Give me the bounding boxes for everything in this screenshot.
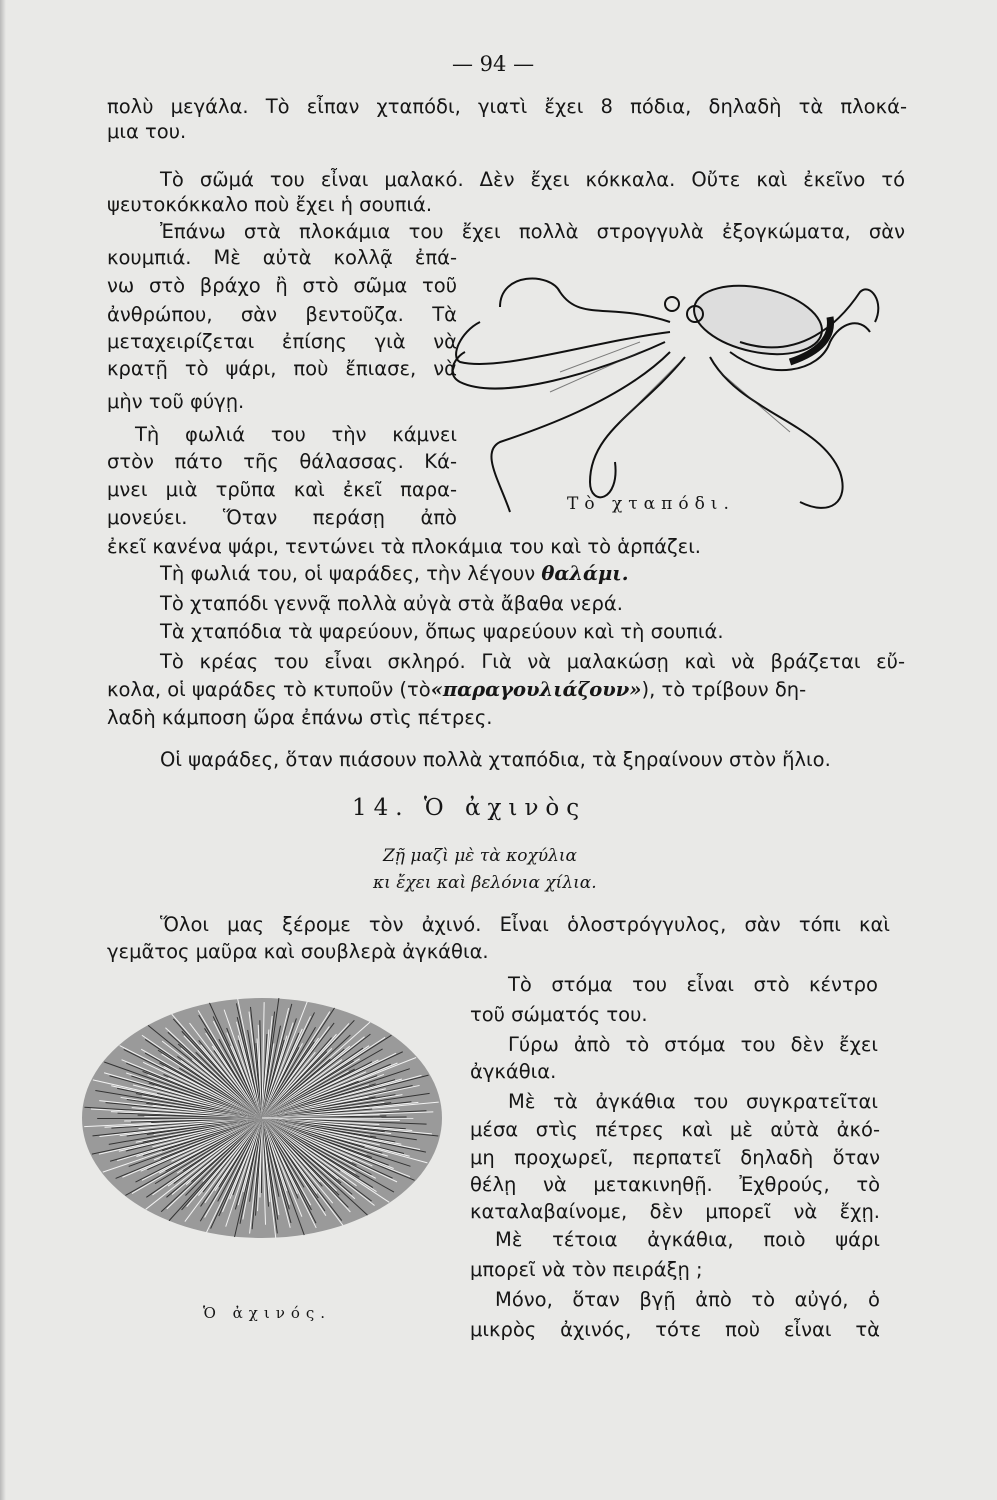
text-line — [160, 168, 905, 192]
text-line — [107, 940, 489, 964]
text-line-content: Ὅλοι μας ξέρομε τὸν ἀχινό. Εἶναι ὁλοστρόγγυλος, σὰν τόπι καὶ — [160, 913, 890, 936]
text-line-content: μονεύει. Ὅταν περάσῃ ἀπὸ — [107, 506, 457, 529]
text-line — [107, 390, 244, 414]
text-line — [495, 1288, 880, 1312]
text-line-content: Μὲ τέτοια ἀγκάθια, ποιὸ ψάρι — [495, 1228, 880, 1251]
text-line — [107, 274, 457, 298]
text-line-content: ἀνθρώπου, σὰν βεντοῦζα. Τὰ — [107, 303, 457, 326]
text-line-content: μια του. — [107, 120, 187, 143]
octopus-caption: Τὸ χταπόδι. — [567, 494, 735, 514]
text-line-content: κουμπιά. Μὲ αὐτὰ κολλᾷ ἐπά- — [107, 246, 457, 269]
sea-urchin-illustration — [70, 990, 460, 1260]
text-line — [160, 913, 890, 937]
text-line — [508, 1090, 878, 1114]
text-line-content: Μόνο, ὅταν βγῇ ἀπὸ τὸ αὐγό, ὁ — [495, 1288, 880, 1311]
text-line — [470, 1118, 880, 1142]
text-line-content: ἐκεῖ κανένα ψάρι, τεντώνει τὰ πλοκάμια του καὶ τὸ ἁρπάζει. — [107, 535, 701, 558]
scan-edge — [0, 0, 6, 1500]
text-line-content: νω στὸ βράχο ἢ στὸ σῶμα τοῦ — [107, 274, 457, 297]
text-line-content: μη προχωρεῖ, περπατεῖ δηλαδὴ ὅταν — [470, 1146, 880, 1169]
text-line — [160, 592, 623, 616]
section-heading: 14. Ὁ ἀχινὸς — [352, 795, 587, 821]
octopus-illustration — [440, 262, 900, 532]
text-line-content: κρατῇ τὸ ψάρι, ποὺ ἔπιασε, νὰ — [107, 357, 457, 380]
text-line-content: ἀγκάθια. — [470, 1060, 557, 1083]
text-line — [135, 423, 457, 447]
text-line — [508, 1033, 878, 1057]
text-line — [160, 562, 629, 586]
text-line — [107, 95, 907, 119]
emphasis-term: «παραγουλιάζουν» — [430, 678, 642, 701]
text-line — [470, 1258, 703, 1282]
text-line — [508, 973, 878, 997]
text-line-content: μικρὸς ἀχινός, τότε ποὺ εἶναι τὰ — [470, 1318, 880, 1341]
text-line-content: Τὰ χταπόδια τὰ ψαρεύουν, ὅπως ψαρεύουν καὶ τὴ σουπιά. — [160, 620, 724, 643]
text-line — [107, 120, 186, 144]
text-line-content: τοῦ σώματός του. — [470, 1003, 648, 1026]
text-line — [470, 1146, 880, 1170]
text-line-content: Τὸ σῶμά του εἶναι μαλακό. Δὲν ἔχει κόκκαλα. Οὔτε καὶ ἐκεῖνο τό — [160, 168, 905, 191]
verse-line: κι ἔχει καὶ βελόνια χίλια. — [373, 873, 597, 893]
emphasis-term: θαλάμι. — [541, 562, 629, 585]
text-line — [160, 620, 724, 644]
text-line-content: μέσα στὶς πέτρες καὶ μὲ αὐτὰ ἀκό- — [470, 1118, 880, 1141]
text-line — [160, 650, 905, 674]
text-line-content: λαδὴ κάμποση ὥρα ἐπάνω στὶς πέτρες. — [107, 706, 493, 729]
text-line — [107, 303, 457, 327]
text-line — [470, 1060, 556, 1084]
text-line-content: Τὸ κρέας του εἶναι σκληρό. Γιὰ νὰ μαλακώσῃ καὶ νὰ βράζεται εὔ- — [160, 650, 905, 673]
text-line — [470, 1200, 880, 1224]
text-line — [470, 1173, 880, 1197]
text-line-content: γεμᾶτος μαῦρα καὶ σουβλερὰ ἀγκάθια. — [107, 940, 489, 963]
text-line-content: Τὴ φωλιά του τὴν κάμνει — [135, 423, 457, 446]
text-line — [107, 357, 457, 381]
text-line-content: ), τὸ τρίβουν δη- — [641, 678, 807, 701]
page-number: — 94 — — [452, 52, 535, 76]
text-line-content: στὸν πάτο τῆς θάλασσας. Κά- — [107, 450, 457, 473]
text-line-content: πολὺ μεγάλα. Τὸ εἶπαν χταπόδι, γιατὶ ἔχει 8 πόδια, δηλαδὴ τὰ πλοκά- — [107, 95, 907, 118]
text-line-content: θέλῃ νὰ μετακινηθῇ. Ἐχθρούς, τὸ — [470, 1173, 880, 1196]
text-line-content: μνει μιὰ τρῦπα καὶ ἐκεῖ παρα- — [107, 478, 457, 501]
text-line-content: Οἱ ψαράδες, ὅταν πιάσουν πολλὰ χταπόδια, τὰ ξηραίνουν στὸν ἥλιο. — [160, 748, 831, 771]
verse-line: Ζῇ μαζὶ μὲ τὰ κοχύλια — [383, 846, 578, 866]
text-line — [107, 706, 492, 730]
urchin-caption: Ὁ ἀχινός. — [203, 1304, 332, 1322]
text-line-content: κολα, οἱ ψαράδες τὸ κτυποῦν (τὸ — [107, 678, 431, 701]
text-line-content: Τὴ φωλιά του, οἱ ψαράδες, τὴν λέγουν — [160, 562, 536, 585]
text-line — [160, 220, 905, 244]
text-line — [107, 678, 806, 702]
text-line — [107, 478, 457, 502]
text-line-content: Τὸ χταπόδι γεννᾷ πολλὰ αὐγὰ στὰ ἄβαθα νερά. — [160, 592, 623, 615]
text-line — [107, 246, 457, 270]
text-line-content: μὴν τοῦ φύγῃ. — [107, 390, 245, 413]
text-line — [107, 450, 457, 474]
text-line-content: μπορεῖ νὰ τὸν πειράξῃ ; — [470, 1258, 703, 1281]
text-line-content: ψευτοκόκκαλο ποὺ ἔχει ἡ σουπιά. — [107, 193, 433, 216]
text-line — [107, 330, 457, 354]
text-line — [107, 506, 457, 530]
text-line-content: μεταχειρίζεται ἐπίσης γιὰ νὰ — [107, 330, 457, 353]
text-line-content: Τὸ στόμα του εἶναι στὸ κέντρο — [508, 973, 878, 996]
text-line-content: Ἐπάνω στὰ πλοκάμια του ἔχει πολλὰ στρογγυλὰ ἐξογκώματα, σὰν — [160, 220, 905, 243]
text-line-content: Γύρω ἀπὸ τὸ στόμα του δὲν ἔχει — [508, 1033, 878, 1056]
text-line — [160, 748, 831, 772]
text-line-content: Μὲ τὰ ἀγκάθια του συγκρατεῖται — [508, 1090, 878, 1113]
text-line — [107, 193, 432, 217]
text-line — [470, 1003, 648, 1027]
text-line — [495, 1228, 880, 1252]
text-line — [107, 535, 701, 559]
text-line — [470, 1318, 880, 1342]
text-line-content: καταλαβαίνομε, δὲν μπορεῖ νὰ ἔχῃ. — [470, 1200, 880, 1223]
